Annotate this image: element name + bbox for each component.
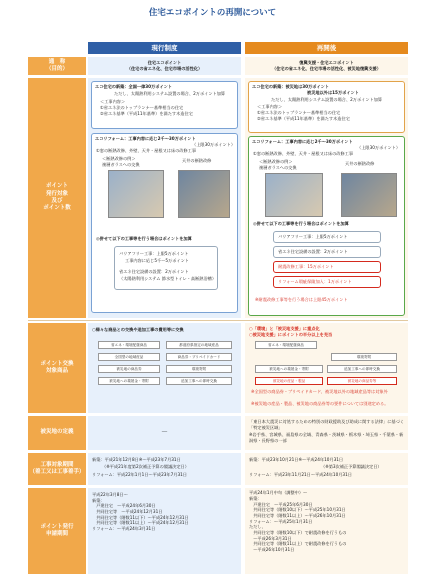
exchange-note1-restart: ※全国型の商品券・プリペイドカード、被災地以外の地域産品等は対象外: [251, 389, 388, 394]
barrier-current: バリアフリー工事：上限5万ポイント: [119, 251, 189, 256]
barrier-restart: バリアフリー工事：上限5万ポイント: [278, 234, 348, 239]
divider: [28, 320, 408, 321]
new-build-note-current: ただし、太陽熱利用システム設置の場合、2万ポイント加算: [114, 91, 226, 96]
exchange-chip: 環境寄附: [166, 365, 232, 373]
barrier-note-current: 工事内容に応じ5千～5万ポイント: [125, 258, 189, 263]
apply-current-cell: [88, 488, 241, 574]
reform-loan-restart: リフォーム瑕疵保険加入：1万ポイント: [278, 279, 352, 284]
exchange-chip: 被災地の商品券: [98, 365, 160, 373]
exchange-chip: 全国型の地域産品: [98, 353, 160, 361]
exchange-head-current: ○様々な商品との交換や追加工事の費用等に交換: [92, 327, 184, 332]
exchange-chip: 追加工事への即時交換: [166, 377, 232, 385]
addon-box-current: [114, 246, 218, 290]
exchange-chip: 被災地への義援金・寄附: [98, 377, 160, 385]
window-photo-restart: [265, 173, 323, 217]
disaster-current: －: [161, 428, 168, 436]
works-head-restart: ＜工事内容＞: [257, 104, 283, 109]
disaster-restart: 「東日本大震災に対処するための特別の財政援助及び助成に関する法律」に基づく「特定被災区域」: [249, 419, 404, 430]
reform-restart: エコリフォーム：工事内容に応じ2千～30万ポイント: [252, 139, 353, 144]
exchange-chip: 都道府県指定の地域産品: [166, 341, 232, 349]
also-current: ◎併せて以下の工事等を行う場合はポイントを加算: [96, 236, 192, 241]
exchange-chip: 被災地の産品・製品: [255, 377, 323, 385]
target-restart-cell: [245, 78, 408, 318]
also-restart: ◎併せて以下の工事等を行う場合はポイントを加算: [253, 221, 349, 226]
purpose-current-text: 住宅エコポイント （住宅の省エネ化、住宅市場の活性化）: [126, 60, 203, 71]
works-restart: ①省エネ法のトップランナー基準相当の住宅 ②省エネ基準（平成11年基準）を満たす木造住宅: [257, 110, 350, 121]
new-build-box-current: [91, 81, 238, 129]
reform-current: エコリフォーム：工事内容に応じ2千～30万ポイント: [95, 136, 196, 141]
disaster-restart-note: ※岩手県、宮城県、福島県の全域、青森県・茨城県・栃木県・埼玉県・千葉県・新潟県・長野県の一部: [249, 432, 404, 443]
reform-loan-box-restart: [273, 276, 381, 288]
window-photo-current: [108, 170, 164, 218]
apply-restart: 新築： 戸建住宅 ～平成25年6月30日 共同住宅等（階数10以下）～平成25年10月31日 共同住宅等（階数11以上）～平成26年10月31日 リフォーム：～平成25年1月31日 ただし、 共同住宅等（階数10以下）で耐震改修を行うもの ～平成26年3月31日 共同住宅等（階数11以上）で耐震改修を行うもの ～平成26年10月31日: [249, 496, 347, 553]
new-build-box-restart: [248, 81, 405, 133]
exchange-chip: 省エネ・環境配慮商品: [98, 341, 160, 349]
reform-works-restart: ①窓の断熱改修、外壁、天井・屋根又は床の改修工事: [253, 151, 354, 156]
exchange-chip: 省エネ・環境配慮商品: [255, 341, 317, 349]
taishin-restart: 耐震改修工事：15万ポイント: [278, 264, 334, 269]
disaster-restart-cell: [245, 416, 408, 450]
purpose-restart-text: 復興支援・住宅エコポイント （住宅の省エネ化、住宅市場の活性化、被災地復興支援）: [272, 60, 381, 71]
exchange-chip: 環境寄附: [331, 353, 397, 361]
row-label-disaster: 被災地の定義: [28, 416, 86, 450]
purpose-current-cell: [88, 57, 241, 75]
exchange-current-cell: [88, 323, 241, 413]
period-current-cell: [88, 453, 241, 485]
disaster-current-cell: [88, 416, 241, 450]
exchange-restart-cell: [245, 323, 408, 413]
reform-sub-current: （上限30万ポイント）: [192, 142, 236, 147]
photo-label2-restart: 天井の断熱改修: [345, 161, 375, 166]
period-restart-reform: リフォーム：平成23年11月21日～平成24年10月31日: [249, 472, 352, 477]
row-label-exchange: ポイント交換 対象商品: [28, 323, 86, 413]
photo-label1-restart: ＜断熱改修の例＞ 複層ガラスへの交換: [259, 159, 297, 170]
target-note-restart: ※耐震改修工事等を行う場合は上限45万ポイント: [255, 297, 348, 302]
barrier-box-restart: [273, 231, 381, 243]
works-current: ①省エネ法のトップランナー基準相当の住宅 ②省エネ基準（平成11年基準）を満たす木造住宅: [100, 105, 193, 116]
row-label-apply: ポイント発行 申請期間: [28, 488, 86, 574]
works-head-current: ＜工事内容＞: [100, 99, 126, 104]
photo-label1-current: ＜断熱改修の例＞ 複層ガラスへの交換: [102, 156, 140, 167]
exchange-chip: 被災地への義援金・寄附: [255, 365, 323, 373]
page-title: 住宅エコポイントの再開について: [148, 8, 277, 18]
exchange-chip: 商品券・プリペイドカード: [166, 353, 232, 361]
reform-works-current: ①窓の断熱改修、外壁、天井・屋根又は床の改修工事: [96, 148, 197, 153]
period-restart-cell: [245, 453, 408, 485]
new-build-current: エコ住宅の新築：全国一律30万ポイント: [95, 84, 173, 89]
reform-box-restart: [248, 136, 405, 316]
new-build2-restart: 被災地以外は15万ポイント: [307, 90, 359, 95]
period-current-reform: リフォーム：平成22年1月1日～平成23年7月31日: [92, 472, 187, 477]
target-current-cell: [88, 78, 241, 318]
photo-label2-current: 天井の断熱改修: [182, 158, 212, 163]
seismic-current: 省エネ住宅設備の設置：2万ポイント: [119, 269, 189, 274]
new-build-note-restart: ただし、太陽熱利用システム設置の場合、2万ポイント加算: [271, 97, 383, 102]
column-header-restart: 再開後: [245, 42, 408, 54]
solar-current: （太陽熱利用システム 節水型トイレ・高断熱浴槽）: [119, 276, 217, 281]
ceiling-photo-current: [178, 170, 230, 218]
period-current-note: （※平成21年度第2次補正予算の閣議決定日）: [102, 464, 189, 469]
reform-sub-restart: （上限30万ポイント）: [357, 145, 401, 150]
eco-equip-restart: 省エネ住宅設備の設置：2万ポイント: [278, 249, 348, 254]
exchange-chip: 追加工事への即時交換: [327, 365, 397, 373]
reform-box-current: [91, 133, 238, 313]
row-label-period: 工事対象期間 （着工又は工事着手）: [28, 453, 86, 485]
row-label-target: ポイント 発行対象 及び ポイント数: [28, 78, 86, 318]
period-restart-note: （※第3次補正予算閣議決定日）: [321, 464, 382, 469]
period-current-new: 新築：平成21年12月8日※～平成23年7月31日: [92, 457, 181, 462]
exchange-head2-restart: ○被災地支援」にポイントの半分以上を充当: [249, 332, 333, 337]
column-header-current: 現行制度: [88, 42, 241, 54]
exchange-note2-restart: ※被災地の産品・製品、被災地の商品券等の要件については別途定める。: [251, 401, 389, 406]
taishin-box-restart: [273, 261, 381, 273]
purpose-restart-cell: [245, 57, 408, 75]
exchange-chip: 被災地の商品券等: [327, 377, 397, 385]
ceiling-photo-restart: [341, 173, 397, 217]
eco-equip-box-restart: [273, 246, 381, 258]
apply-restart-head: 平成24年1月中旬（調整中）～: [249, 490, 308, 495]
row-label-purpose: 通 称 （目的）: [28, 57, 86, 75]
new-build-restart: エコ住宅の新築：被災地は30万ポイント: [252, 84, 330, 89]
apply-current: 平成22年3月8日～ 新築： 戸建住宅 ～平成24年6月30日 共同住宅等 ～平成24年12月31日 共同住宅等（階数11以下）～平成24年12月31日 共同住宅等（階数11以上）～平成24年12月31日 リフォーム：～平成24年3月31日: [92, 492, 189, 532]
period-restart-new: 新築：平成23年10月21日※～平成24年10月31日: [249, 457, 344, 462]
apply-restart-cell: [245, 488, 408, 574]
exchange-head1-restart: ○「環境」と「被災地支援」に重点化: [249, 326, 320, 331]
